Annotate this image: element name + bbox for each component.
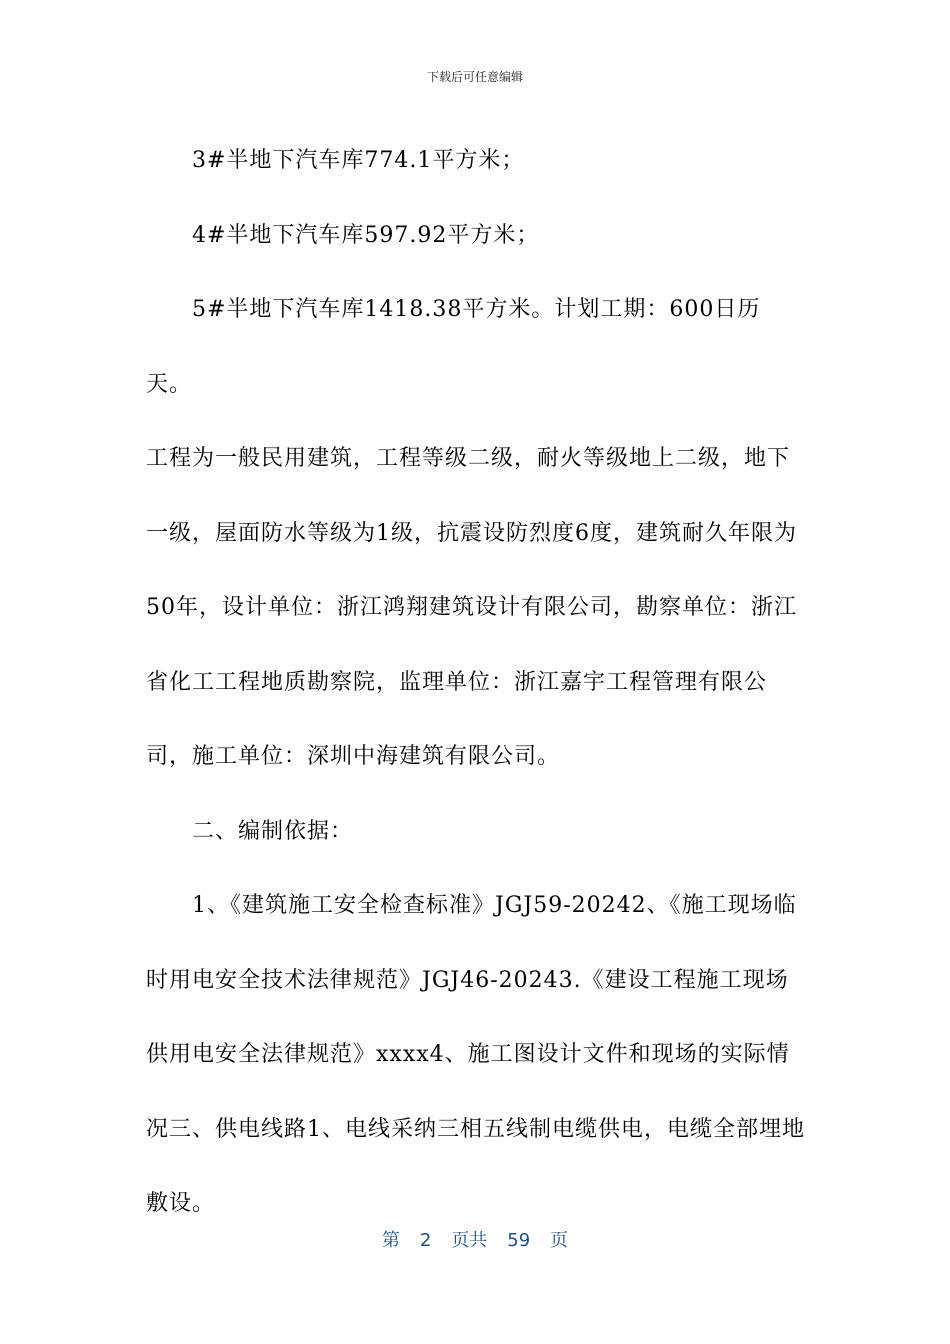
footer-label-total: 页共 [451, 1230, 488, 1251]
paragraph-garage-5: 5#半地下汽车库1418.38平方米。计划工期：600日历天。 [146, 297, 761, 397]
page-footer [0, 1226, 950, 1252]
footer-label-end: 页 [550, 1230, 569, 1251]
header-note: 下载后可任意编辑 [426, 70, 523, 84]
paragraph-garage-4: 4#半地下汽车库597.92平方米； [192, 222, 540, 248]
document-body [146, 124, 806, 1242]
section-heading-basis: 二、编制依据： [192, 818, 354, 844]
paragraph-garage-3: 3#半地下汽车库774.1平方米； [192, 148, 525, 173]
footer-label-page: 第 [381, 1230, 400, 1251]
paragraph-project-overview: 工程为一般民用建筑，工程等级二级，耐火等级地上二级，地下一级，屋面防水等级为1级，抗震设防烈度6度，建筑耐久年限为50年，设计单位：浙江鸿翔建筑设计有限公司，勘察单位：浙江省化工工程地质勘察院，监理单位：浙江嘉宇工程管理有限公司，施工单位：深圳中海建筑有限公司。 [146, 446, 797, 769]
footer-current-page: 2 [419, 1230, 432, 1251]
paragraph-standards: 1、《建筑施工安全检查标准》JGJ59-20242、《施工现场临时用电安全技术法律规范》JGJ46-20243.《建设工程施工现场供用电安全法律规范》xxxx4、施工图设计文件和现场的实际情况三、供电线路1、电线采纳三相五线制电缆供电，电缆全部埋地敷设。 [146, 893, 805, 1216]
footer-total-pages: 59 [507, 1230, 531, 1251]
